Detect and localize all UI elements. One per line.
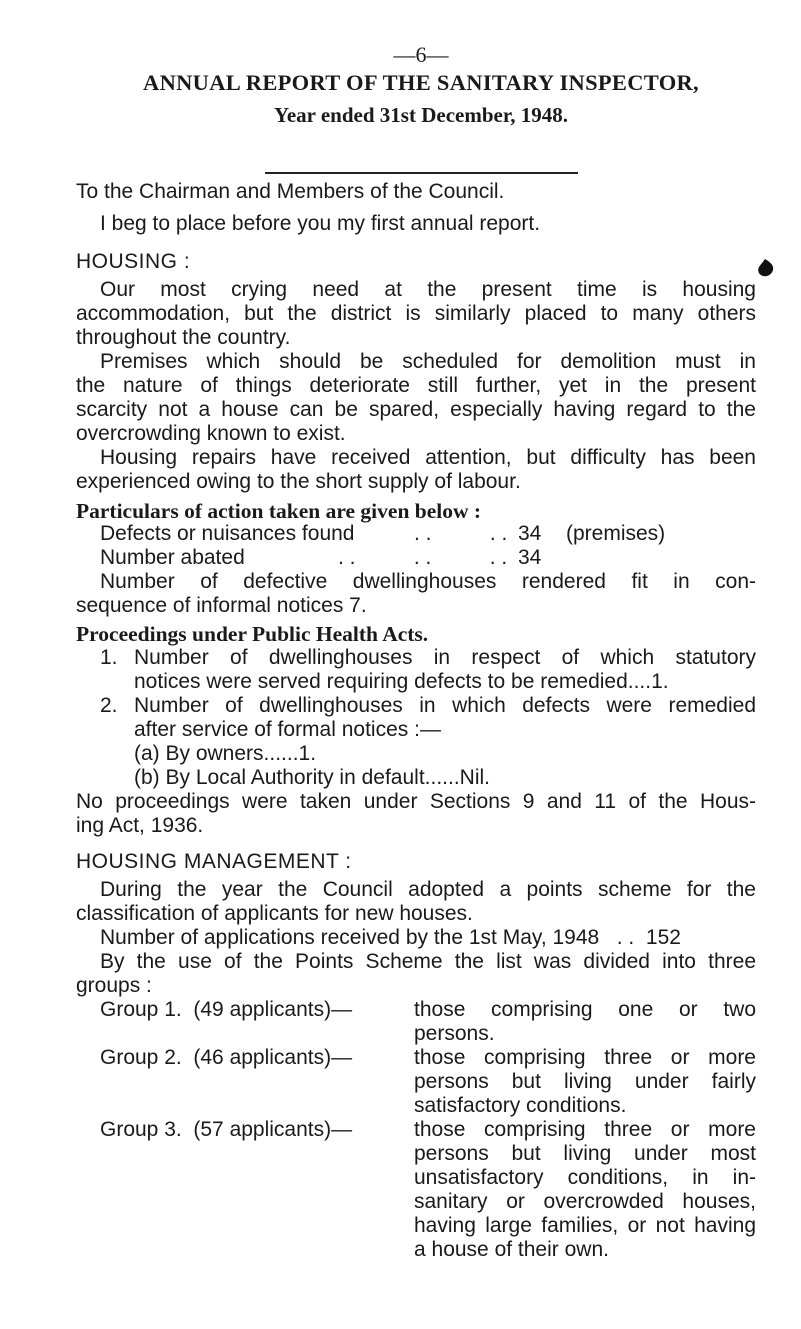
group2-line2: persons but living under fairly	[414, 1070, 756, 1093]
row-dots: . . . .	[414, 522, 508, 545]
item1-line2: notices were served requiring defects to be remedied....1.	[134, 670, 669, 693]
row-dots: . . . . . .	[338, 546, 508, 569]
item2-line1: Number of dwellinghouses in which defects were remedied	[134, 694, 756, 717]
particulars-heading: Particulars of action taken are given below :	[76, 499, 482, 523]
group2-line3: satisfactory conditions.	[414, 1094, 627, 1117]
group3-line3: unsatisfactory conditions, in in-	[414, 1166, 756, 1189]
applications-count: Number of applications received by the 1st May, 1948 . . 152	[100, 926, 681, 949]
particulars-row-abated	[100, 546, 542, 570]
row-value: 34	[518, 522, 542, 545]
management-heading: HOUSING MANAGEMENT :	[76, 850, 352, 873]
housing-p2-line4: overcrowding known to exist.	[76, 422, 346, 445]
group3-line6: a house of their own.	[414, 1238, 609, 1261]
group3-line2: persons but living under most	[414, 1142, 756, 1165]
housing-p3-line2: experienced owing to the short supply of labour.	[76, 470, 521, 493]
report-subtitle: Year ended 31st December, 1948.	[274, 103, 568, 127]
defective-line2: sequence of informal notices 7.	[76, 594, 367, 617]
item2-line2: after service of formal notices :—	[134, 718, 441, 741]
management-p1-line1: During the year the Council adopted a points scheme for the	[100, 878, 756, 901]
page-number: —6—	[393, 42, 449, 67]
housing-p2-line1: Premises which should be scheduled for demolition must in	[100, 350, 756, 373]
report-title: ANNUAL REPORT OF THE SANITARY INSPECTOR,	[143, 70, 699, 95]
housing-heading: HOUSING :	[76, 250, 191, 273]
ink-blot-icon	[756, 259, 774, 277]
housing-p1-line1: Our most crying need at the present time is housing	[100, 278, 756, 301]
row-label: Defects or nuisances found	[100, 522, 355, 545]
intro-text: I beg to place before you my first annual report.	[100, 212, 541, 235]
group1-label: Group 1. (49 applicants)—	[100, 998, 353, 1021]
proceedings-note-line2: ing Act, 1936.	[76, 814, 204, 837]
defective-line1: Number of defective dwellinghouses rendered fit in con-	[100, 570, 756, 593]
item2-number: 2.	[100, 694, 118, 717]
housing-p1-line2: accommodation, but the district is similarly placed to many others	[76, 302, 756, 325]
title-rule	[265, 172, 578, 174]
housing-p1-line3: throughout the country.	[76, 326, 291, 349]
row-label: Number abated	[100, 546, 245, 569]
row-value: 34	[518, 546, 542, 569]
group3-line4: sanitary or overcrowded houses,	[414, 1190, 756, 1213]
salutation: To the Chairman and Members of the Council.	[76, 180, 505, 203]
sub-item-a: (a) By owners......1.	[134, 742, 317, 765]
management-p2-line2: groups :	[76, 974, 152, 997]
sub-item-b: (b) By Local Authority in default......Nil.	[134, 766, 490, 789]
particulars-row-defects	[100, 522, 666, 546]
housing-p2-line2: the nature of things deteriorate still further, yet in the present	[76, 374, 756, 397]
group3-line5: having large families, or not having	[414, 1214, 756, 1237]
group1-line1: those comprising one or two	[414, 998, 756, 1021]
row-note: (premises)	[566, 522, 666, 545]
group1-line2: persons.	[414, 1022, 495, 1045]
group2-line1: those comprising three or more	[414, 1046, 756, 1069]
management-p1-line2: classification of applicants for new houses.	[76, 902, 473, 925]
item1-number: 1.	[100, 646, 118, 669]
group3-line1: those comprising three or more	[414, 1118, 756, 1141]
housing-p3-line1: Housing repairs have received attention, but difficulty has been	[100, 446, 756, 469]
group2-label: Group 2. (46 applicants)—	[100, 1046, 353, 1069]
proceedings-heading: Proceedings under Public Health Acts.	[76, 622, 429, 646]
management-p2-line1: By the use of the Points Scheme the list was divided into three	[100, 950, 756, 973]
group3-label: Group 3. (57 applicants)—	[100, 1118, 353, 1141]
proceedings-note-line1: No proceedings were taken under Sections 9 and 11 of the Hous-	[76, 790, 756, 813]
item1-line1: Number of dwellinghouses in respect of which statutory	[134, 646, 756, 669]
housing-p2-line3: scarcity not a house can be spared, especially having regard to the	[76, 398, 756, 421]
